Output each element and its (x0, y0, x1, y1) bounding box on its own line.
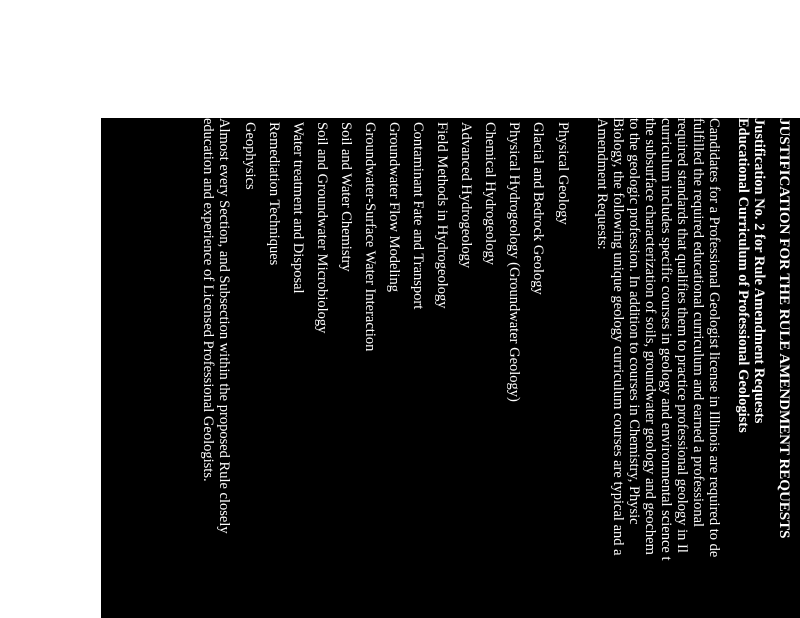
document-title: JUSTIFICATION FOR THE RULE AMENDMENT REQUESTS (776, 118, 792, 539)
course-item: Advanced Hydrogeology (458, 122, 474, 269)
course-item: Physical Hydrogeology (Groundwater Geology) (506, 122, 522, 402)
course-item: Field Methods in Hydrogeology (434, 122, 450, 309)
paragraph-line-6: to the geologic profession. In addition to courses in Chemistry, Physic (626, 118, 642, 525)
course-item: Soil and Groundwater Microbiology (314, 122, 330, 334)
course-item: Water treatment and Disposal (290, 122, 306, 294)
course-item: Remediation Techniques (266, 122, 282, 266)
subtitle-line-2: Educational Curriculum of Professional Geologists (735, 118, 751, 433)
course-item: Physical Geology (555, 122, 571, 225)
course-item: Soil and Water Chemistry (338, 122, 354, 272)
paragraph-line-1: Candidates for a Professional Geologist license in Illinois are required to de (706, 118, 722, 558)
paragraph-line-7: Biology, the following unique geology curriculum courses are typical and a (610, 118, 626, 556)
course-item: Glacial and Bedrock Geology (530, 122, 546, 295)
paragraph-line-3: required standards that qualifies them to practice professional geology in Il (674, 118, 690, 553)
course-item: Groundwater Flow Modeling (386, 122, 402, 292)
paragraph-line-5: the subsurface characterization of soils, groundwater geology and geochem (642, 118, 658, 555)
course-item: Groundwater-Surface Water Interaction (362, 122, 378, 352)
paragraph-line-2: fulfilled the required educational curriculum and earned a professional (690, 118, 706, 528)
course-item: Chemical Hydrogeology (482, 122, 498, 265)
course-item: Contaminant Fate and Transport (410, 122, 426, 310)
course-item: Geophysics (242, 122, 258, 190)
paragraph-line-4: curriculum includes specific courses in geology and environmental science t (658, 118, 674, 561)
closing-line-1: Almost every Section, and Subsection within the proposed Rule closely (216, 118, 232, 534)
closing-line-2: education and experience of Licensed Professional Geologists. (200, 118, 216, 482)
rotated-document-text (101, 118, 800, 618)
document-scan (101, 118, 800, 618)
paragraph-line-8: Amendment Requests: (594, 118, 610, 250)
subtitle-line-1: Justification No. 2 for Rule Amendment Requests (751, 118, 767, 424)
